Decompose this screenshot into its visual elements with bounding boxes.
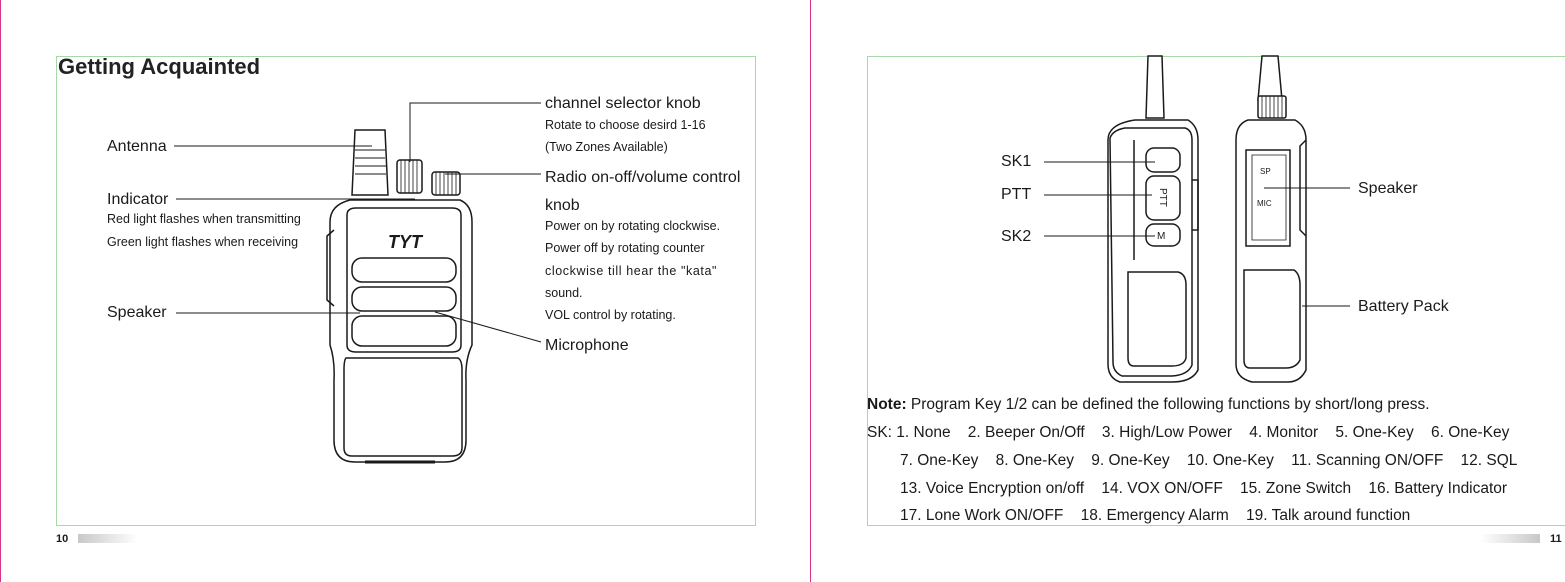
radio-desc-5: VOL control by rotating. [545, 308, 676, 322]
device-sp-text: SP [1260, 167, 1271, 176]
label-radio-knob: Radio on-off/volume control [545, 169, 741, 186]
radio-desc-4: sound. [545, 286, 583, 300]
radio-desc-1: Power on by rotating clockwise. [545, 219, 721, 233]
indicator-desc-red: Red light flashes when transmitting [107, 212, 301, 226]
page-bar-left [78, 534, 138, 543]
indicator-desc-green: Green light flashes when receiving [107, 235, 299, 249]
brand-logo: TYT [388, 232, 422, 252]
sk-line-2: 7. One-Key 8. One-Key 9. One-Key 10. One-Key 11. Scanning ON/OFF 12. SQL [900, 452, 1518, 469]
note-line [867, 396, 1430, 414]
device-m-text: M [1157, 231, 1166, 242]
sk-line-3: 13. Voice Encryption on/off 14. VOX ON/OFF 15. Zone Switch 16. Battery Indicator [900, 480, 1508, 497]
channel-desc-2: (Two Zones Available) [545, 140, 668, 154]
radio-desc-2: Power off by rotating counter [545, 241, 705, 255]
label-radio-knob-2: knob [545, 197, 580, 214]
page-bar-right [1480, 534, 1540, 543]
page-number-left: 10 [56, 533, 69, 545]
radio-desc-3: clockwise till hear the "kata" [545, 264, 718, 278]
page-number-right: 11 [1550, 533, 1562, 545]
note-label: Note: [867, 396, 907, 413]
label-ptt: PTT [1001, 186, 1032, 203]
device-ptt-text: PTT [1157, 188, 1168, 207]
label-microphone: Microphone [545, 337, 629, 354]
label-indicator: Indicator [107, 191, 169, 208]
label-speaker: Speaker [107, 304, 167, 321]
sk-line-4: 17. Lone Work ON/OFF 18. Emergency Alarm 19. Talk around function [900, 507, 1411, 524]
device-mic-text: MIC [1257, 199, 1272, 208]
label-battery-pack: Battery Pack [1358, 298, 1449, 315]
label-channel-knob: channel selector knob [545, 95, 701, 112]
label-sk2: SK2 [1001, 228, 1032, 245]
note-text: Program Key 1/2 can be defined the following functions by short/long press. [906, 396, 1430, 413]
label-sk1: SK1 [1001, 153, 1032, 170]
page-title: Getting Acquainted [58, 54, 261, 79]
label-antenna: Antenna [107, 138, 167, 155]
label-speaker-right: Speaker [1358, 180, 1418, 197]
channel-desc-1: Rotate to choose desird 1-16 [545, 118, 706, 132]
sk-line-1: SK: 1. None 2. Beeper On/Off 3. High/Low Power 4. Monitor 5. One-Key 6. One-Key [867, 424, 1510, 441]
